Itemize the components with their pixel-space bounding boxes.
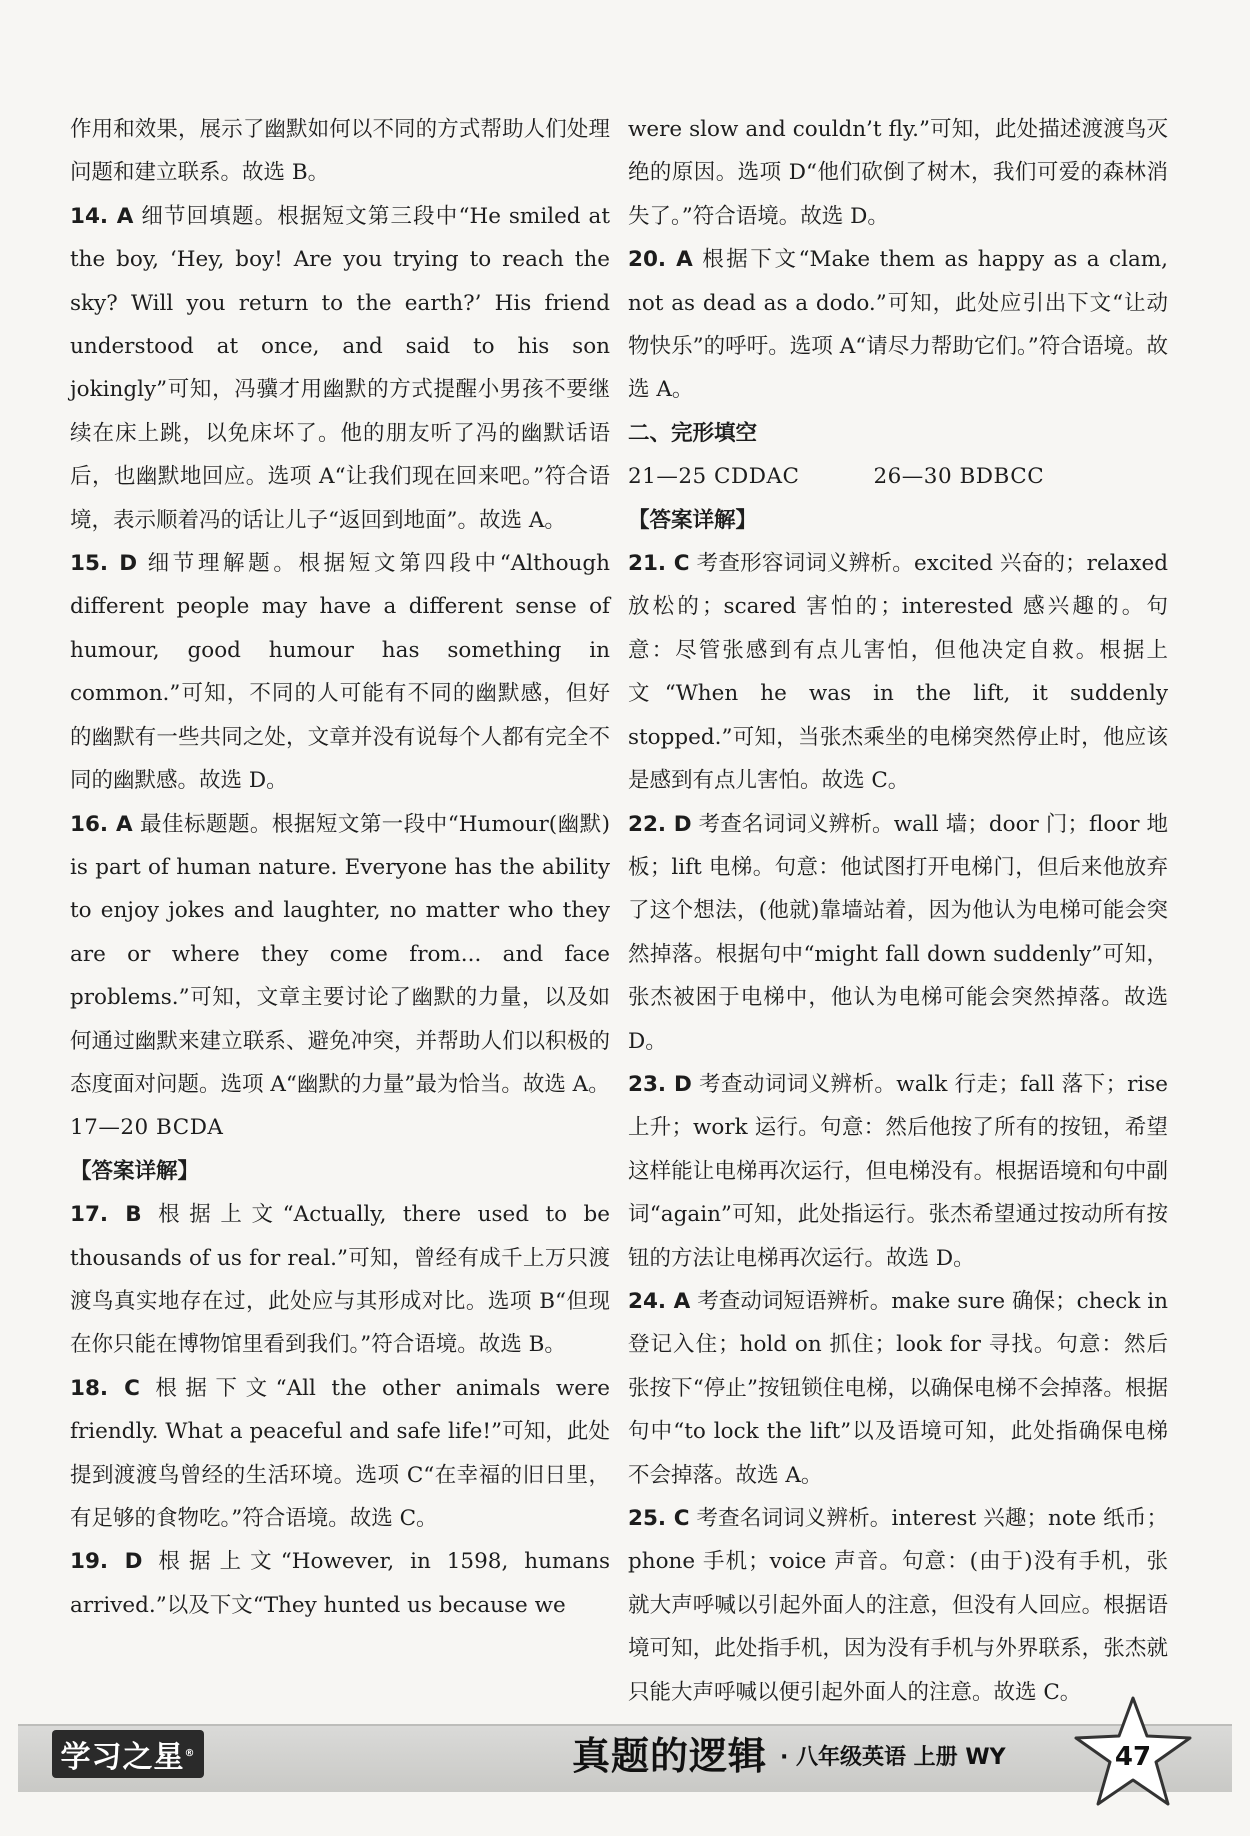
question-text: 考查名词词义辨析。wall 墙；door 门；floor 地板；lift 电梯。句意：他试图打开电梯门，但后来他放弃了这个想法，(他就)靠墙站着，因为他认为电梯可能会突然掉落。根据句中“might fall down suddenly”可知，张杰被困于电梯中，他认为电梯可能会突然掉落。故选 D。 <box>628 811 1169 1054</box>
question-text: 根据下文“All the other animals were friendly. What a peaceful and safe life!”可知，此处提到渡渡鸟曾经的生活环境。选项 C“在幸福的旧日里，有足够的食物吃。”符合语境。故选 C。 <box>70 1375 610 1531</box>
question-text: 考查动词词义辨析。walk 行走；fall 落下；rise 上升；work 运行。句意：然后他按了所有的按钮，希望这样能让电梯再次运行，但电梯没有。根据语境和句中副词“again”可知，此处指运行。张杰希望通过按动所有按钮的方法让电梯再次运行。故选 D。 <box>628 1071 1169 1271</box>
question-number: 14. A <box>70 203 134 229</box>
question-text: 细节回填题。根据短文第三段中“He smiled at the boy, ‘Hey, boy! Are you trying to reach the sky? Will you return to the earth?’ His friend understood at once, and said to his son jokingly”可知，冯骥才用幽默的方式提醒小男孩不要继续在床上跳，以免床坏了。他的朋友听了冯的幽默话语后，也幽默地回应。选项 A“让我们现在回来吧。”符合语境，表示顺着冯的话让儿子“返回到地面”。故选 A。 <box>70 203 610 533</box>
logo-mark: ® <box>184 1748 196 1759</box>
question-21 <box>628 542 1168 802</box>
answer-key-b: 26—30 BDBCC <box>873 464 1045 490</box>
question-number: 22. D <box>628 811 692 837</box>
question-18 <box>70 1367 610 1541</box>
question-number: 19. D <box>70 1549 143 1575</box>
question-text: 细节理解题。根据短文第四段中“Although different people may have a different sense of humour, good humour has something in common.”可知，不同的人可能有不同的幽默感，但好的幽默有一些共同之处，文章并没有说每个人都有完全不同的幽默感。故选 D。 <box>70 551 610 794</box>
question-22 <box>628 803 1168 1063</box>
page-number: 47 <box>1114 1742 1152 1772</box>
section-heading: 二、完形填空 <box>628 420 758 446</box>
brand-logo <box>52 1730 204 1778</box>
question-number: 20. A <box>628 247 693 273</box>
question-15 <box>70 542 610 802</box>
paragraph: were slow and couldn’t fly.”可知，此处描述渡渡鸟灭绝的原因。选项 D“他们砍倒了树木，我们可爱的森林消失了。”符合语境。故选 D。 <box>628 117 1168 229</box>
book-subtitle: · 八年级英语 上册 WY <box>780 1745 1006 1770</box>
question-number: 15. D <box>70 551 138 577</box>
answer-key-a: 21—25 CDDAC <box>628 464 800 490</box>
question-text: 考查形容词词义辨析。excited 兴奋的；relaxed 放松的；scared 害怕的；interested 感兴趣的。句意：尽管张感到有点儿害怕，但他决定自救。根据上文“When he was in the lift, it suddenly stopped.”可知，当张杰乘坐的电梯突然停止时，他应该是感到有点儿害怕。故选 C。 <box>628 551 1168 794</box>
question-25 <box>628 1497 1168 1714</box>
question-text: 根据上文“Actually, there used to be thousands of us for real.”可知，曾经有成千上万只渡渡鸟真实地存在过，此处应与其形成对比。选项 B“但现在你只能在博物馆里看到我们。”符合语境。故选 B。 <box>70 1202 610 1358</box>
question-17 <box>70 1193 610 1367</box>
question-text: 最佳标题题。根据短文第一段中“Humour(幽默) is part of human nature. Everyone has the ability to enjoy jokes and laughter, no matter who they are or where they come from... and face problems.”可知，文章主要讨论了幽默的力量，以及如何通过幽默来建立联系、避免冲突，并帮助人们以积极的态度面对问题。选项 A“幽默的力量”最为恰当。故选 A。 <box>70 811 611 1097</box>
right-column <box>628 108 1168 1714</box>
question-number: 21. C <box>628 551 690 577</box>
question-24 <box>628 1280 1168 1497</box>
question-number: 25. C <box>628 1506 690 1531</box>
question-text: 考查名词词义辨析。interest 兴趣；note 纸币；phone 手机；voice 声音。句意：(由于)没有手机，张就大声呼喊以引起外面人的注意，但没有人回应。根据语境可知，此处指手机，因为没有手机与外界联系，张杰就只能大声呼喊以便引起外面人的注意。故选 C。 <box>628 1506 1168 1705</box>
detail-header: 【答案详解】 <box>628 507 758 533</box>
detail-header: 【答案详解】 <box>70 1158 200 1184</box>
question-19 <box>70 1540 610 1627</box>
question-text: 根据上文“However, in 1598, humans arrived.”以及下文“They hunted us because we <box>70 1549 611 1618</box>
answer-key <box>628 455 1168 498</box>
question-16 <box>70 803 610 1107</box>
question-number: 16. A <box>70 811 133 837</box>
question-number: 23. D <box>628 1071 692 1097</box>
question-23 <box>628 1063 1168 1280</box>
question-text: 考查动词短语辨析。make sure 确保；check in 登记入住；hold on 抓住；look for 寻找。句意：然后张按下“停止”按钮锁住电梯，以确保电梯不会掉落。根据句中“to lock the lift”以及语境可知，此处指确保电梯不会掉落。故选 A。 <box>628 1288 1168 1488</box>
question-text: 根据下文“Make them as happy as a clam, not as dead as a dodo.”可知，此处应引出下文“让动物快乐”的呼吁。选项 A“请尽力帮助它们。”符合语境。故选 A。 <box>628 247 1168 403</box>
answer-key: 17—20 BCDA <box>70 1115 224 1141</box>
question-number: 24. A <box>628 1288 691 1314</box>
question-number: 18. C <box>70 1375 140 1401</box>
paragraph: 作用和效果，展示了幽默如何以不同的方式帮助人们处理问题和建立联系。故选 B。 <box>70 117 610 186</box>
question-20 <box>628 238 1168 412</box>
question-14 <box>70 195 610 542</box>
book-title: 真题的逻辑 <box>572 1734 768 1778</box>
question-number: 17. B <box>70 1202 142 1228</box>
left-column <box>70 108 610 1627</box>
logo-text: 学习之星 <box>60 1740 185 1775</box>
